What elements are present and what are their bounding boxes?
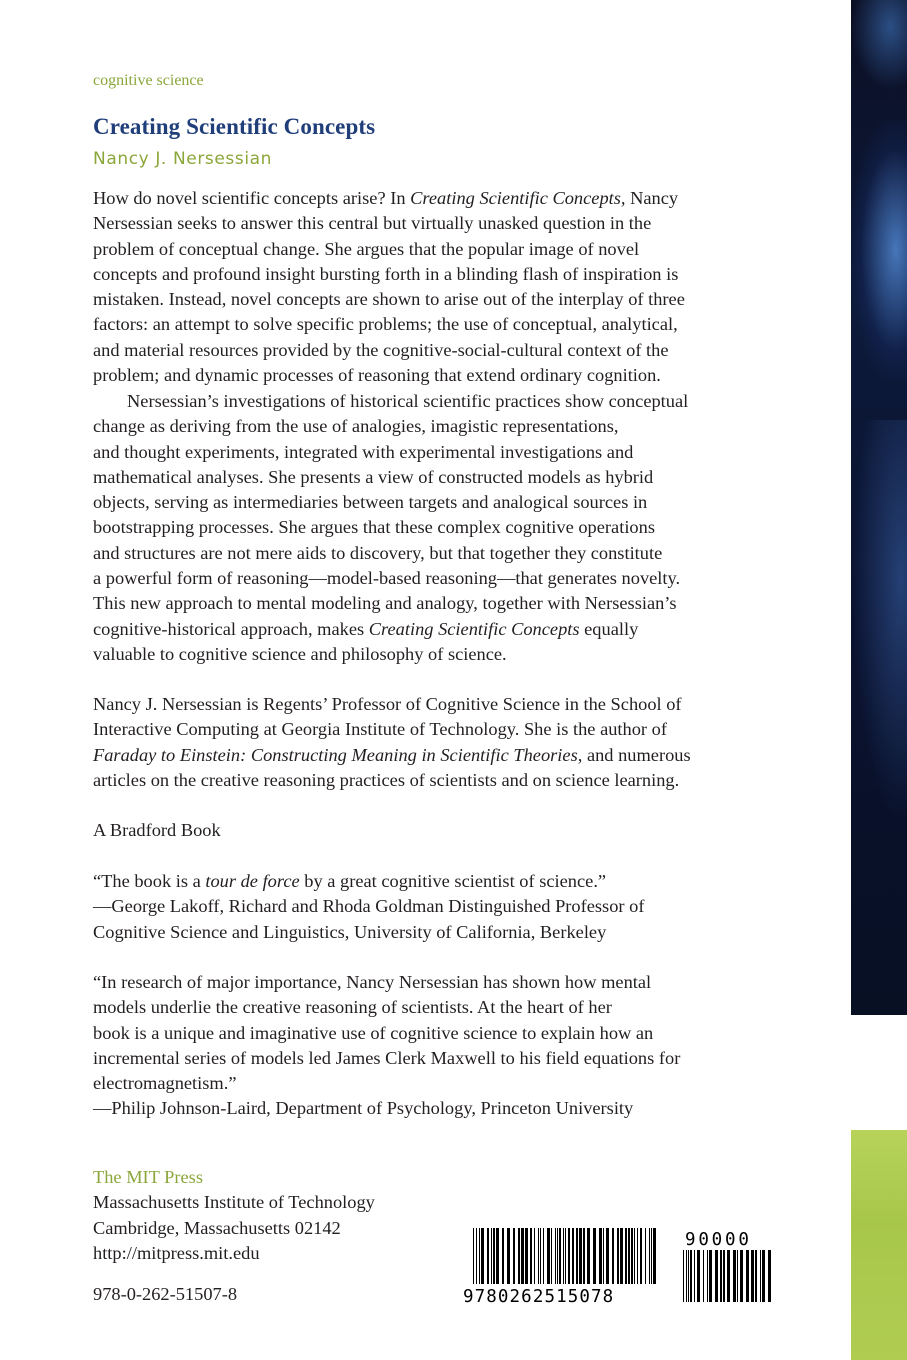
barcode-bar (606, 1228, 609, 1284)
text-line: Nersessian seeks to answer this central but virtually unasked question in the (93, 213, 652, 234)
barcode-bar (697, 1250, 700, 1302)
barcode-bar (593, 1228, 596, 1284)
barcode-bar (709, 1250, 712, 1302)
barcode-bar (473, 1228, 474, 1284)
text-line: problem of conceptual change. She argues that the popular image of novel (93, 238, 640, 259)
barcode-bar (540, 1228, 541, 1284)
barcode-bar (599, 1228, 602, 1284)
barcode-bar (496, 1228, 499, 1284)
text-line: “In research of major importance, Nancy Nersessian has shown how mental (93, 972, 652, 992)
barcode-bar (737, 1250, 738, 1302)
barcode-bar (686, 1250, 687, 1302)
text-line: Cognitive Science and Linguistics, University of California, Berkeley (93, 921, 607, 942)
book-title: Creating Scientific Concepts (93, 114, 376, 139)
barcode-bar (587, 1228, 590, 1284)
publisher-url[interactable]: http://mitpress.mit.edu (93, 1242, 260, 1263)
barcode-bar (507, 1228, 510, 1284)
endorsement-quote-1 (93, 869, 793, 945)
barcode-bar (762, 1250, 765, 1302)
barcode-bar (645, 1228, 646, 1284)
barcode-bar (572, 1228, 574, 1284)
barcode-bar (579, 1228, 582, 1284)
author-bio (93, 692, 793, 793)
barcode-bar (551, 1228, 552, 1284)
barcode-bar (481, 1228, 484, 1284)
barcode-bar (625, 1228, 627, 1284)
text-line: and material resources provided by the cognitive-social-cultural context of the (93, 339, 669, 360)
text-line: valuable to cognitive science and philosophy of science. (93, 643, 507, 664)
barcode-bar (513, 1228, 515, 1284)
text-line: Nancy J. Nersessian is Regents’ Professor of Cognitive Science in the School of (93, 694, 682, 714)
barcode-bar (534, 1228, 535, 1284)
barcode-bar (631, 1228, 633, 1284)
text-line: factors: an attempt to solve specific problems; the use of conceptual, analytical, (93, 314, 678, 335)
category-label: cognitive science (93, 72, 204, 89)
barcode-bar (491, 1228, 492, 1284)
barcode-bar (720, 1250, 722, 1302)
barcode-bar (502, 1228, 504, 1284)
barcode-bar (760, 1250, 761, 1302)
barcode-bar (740, 1250, 743, 1302)
text-line: and thought experiments, integrated with experimental investigations and (93, 441, 634, 462)
text-line: How do novel scientific concepts arise? In Creating Scientific Concepts, Nancy (93, 188, 679, 208)
barcode-bar (634, 1228, 635, 1284)
text-line: —Philip Johnson-Laird, Department of Psychology, Princeton University (93, 1098, 634, 1119)
barcode-bar (568, 1228, 570, 1284)
publisher-institution: Massachusetts Institute of Technology (93, 1192, 375, 1213)
text-line: bootstrapping processes. She argues that these complex cognitive operations (93, 517, 655, 538)
barcode-bar (538, 1228, 539, 1284)
text-line: electromagnetism.” (93, 1073, 237, 1094)
barcode-bar (653, 1228, 656, 1284)
isbn-number: 978-0-262-51507-8 (93, 1284, 238, 1304)
isbn-barcode (459, 1228, 773, 1306)
barcode-bar (703, 1250, 704, 1302)
text-line: Faraday to Einstein: Constructing Meaning in Scientific Theories, and numerous (93, 744, 691, 765)
barcode-bar (576, 1228, 578, 1284)
barcode-bar (620, 1228, 623, 1284)
imprint-label: A Bradford Book (93, 820, 221, 840)
barcode-bar (755, 1250, 757, 1302)
barcode-bar (563, 1228, 564, 1284)
text-line: cognitive-historical approach, makes Creating Scientific Concepts equally (93, 618, 639, 639)
text-line: —George Lakoff, Richard and Rhoda Goldman Distinguished Professor of (93, 896, 645, 917)
text-line: and structures are not mere aids to discovery, but that together they constitute (93, 542, 663, 563)
barcode-addon-digits: 90000 (685, 1230, 752, 1250)
barcode-bar (555, 1228, 556, 1284)
barcode-bar (751, 1250, 754, 1302)
barcode-bar (649, 1228, 650, 1284)
text-line: models underlie the creative reasoning of scientists. At the heart of her (93, 997, 612, 1018)
barcode-bar (565, 1228, 566, 1284)
publisher-name: The MIT Press (93, 1167, 203, 1187)
book-author: Nancy J. Nersessian (93, 149, 273, 169)
text-line: problem; and dynamic processes of reasoning that extend ordinary cognition. (93, 365, 661, 386)
description-paragraph-1 (93, 186, 793, 388)
endorsement-quote-2 (93, 970, 793, 1122)
spine-color-strip (851, 1130, 907, 1360)
barcode-bar (557, 1228, 558, 1284)
text-line: incremental series of models led James Clerk Maxwell to his field equations for (93, 1047, 681, 1068)
barcode-bar (617, 1228, 619, 1284)
barcode-addon-bars (683, 1250, 771, 1302)
publisher-address: Cambridge, Massachusetts 02142 (93, 1217, 341, 1238)
barcode-bar (688, 1250, 689, 1302)
barcode-bar (628, 1228, 630, 1284)
barcode-bar (583, 1228, 585, 1284)
text-line: a powerful form of reasoning—model-based reasoning—that generates novelty. (93, 568, 681, 589)
cover-art-strip (851, 0, 907, 1015)
barcode-bar (637, 1228, 638, 1284)
barcode-bar (493, 1228, 495, 1284)
barcode-bar (530, 1228, 532, 1284)
barcode-bar (694, 1250, 695, 1302)
text-line: Interactive Computing at Georgia Institute of Technology. She is the author of (93, 719, 667, 740)
barcode-bar (487, 1228, 489, 1284)
text-line: This new approach to mental modeling and analogy, together with Nersessian’s (93, 593, 677, 614)
barcode-bar (723, 1250, 725, 1302)
text-line: mathematical analyses. She presents a view of constructed models as hybrid (93, 466, 654, 487)
text-line: “The book is a tour de force by a great cognitive scientist of science.” (93, 871, 607, 891)
barcode-bar (547, 1228, 550, 1284)
text-line: Nersessian’s investigations of historical scientific practices show conceptual (127, 391, 689, 411)
barcode-bar (521, 1228, 524, 1284)
barcode-main-digits: 9780262515078 (463, 1287, 615, 1306)
barcode-bar (518, 1228, 520, 1284)
barcode-bar (559, 1228, 561, 1284)
barcode-bar (727, 1250, 730, 1302)
barcode-bar (733, 1250, 736, 1302)
publisher-block (93, 1165, 375, 1266)
barcode-main-bars (473, 1228, 656, 1284)
barcode-bar (768, 1250, 771, 1302)
barcode-bar (640, 1228, 642, 1284)
text-line: concepts and profound insight bursting forth in a blinding flash of inspiration is (93, 263, 679, 284)
barcode-bar (690, 1250, 692, 1302)
text-line: mistaken. Instead, novel concepts are shown to arise out of the interplay of three (93, 289, 685, 310)
barcode-bar (707, 1250, 708, 1302)
barcode-bar (715, 1250, 718, 1302)
text-line: articles on the creative reasoning practices of scientists and on science learning. (93, 769, 680, 790)
text-line: book is a unique and imaginative use of cognitive science to explain how an (93, 1022, 654, 1043)
barcode-bar (746, 1250, 749, 1302)
barcode-bar (651, 1228, 652, 1284)
barcode-bar (479, 1228, 480, 1284)
barcode-bar (612, 1228, 614, 1284)
description-paragraph-2 (93, 389, 793, 667)
barcode-bar (543, 1228, 544, 1284)
barcode-bar (683, 1250, 684, 1302)
barcode-bar (603, 1228, 604, 1284)
text-line: objects, serving as intermediaries between targets and analogical sources in (93, 492, 648, 513)
barcode-bar (476, 1228, 477, 1284)
text-line: change as deriving from the use of analogies, imagistic representations, (93, 416, 619, 437)
barcode-bar (525, 1228, 528, 1284)
